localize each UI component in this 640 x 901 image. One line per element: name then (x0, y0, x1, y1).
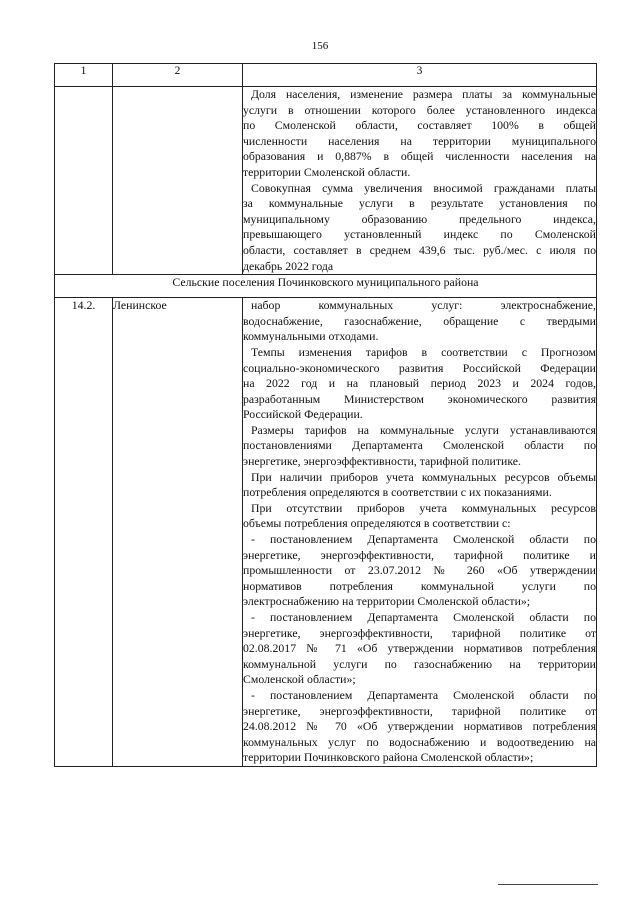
table-row-continued (55, 87, 597, 275)
row-number-cell (55, 87, 113, 275)
text-line: территории Смоленской области. (243, 164, 411, 179)
row-number: 14.2. (55, 298, 113, 767)
table-row-14-2 (55, 298, 597, 767)
text-line: численности населения на территории муниципального (243, 133, 596, 148)
text-line: - постановлением Департамента Смоленской области по (251, 610, 596, 624)
row-content-cell (243, 298, 597, 767)
text-line: разработанным Министерством экономического развития (243, 391, 596, 406)
settlement-name: Ленинское (113, 298, 243, 767)
text-line: водоснабжение, газоснабжение, обращение с твердыми (243, 313, 596, 328)
footer-line (498, 884, 598, 885)
text-line: энергетике, энергоэффективности, тарифной политике от (243, 625, 596, 640)
row-name-cell (113, 87, 243, 275)
text-line: 02.08.2017 № 71 «Об утверждении нормативов потребления (243, 641, 596, 656)
text-line: электроснабжению на территории Смоленской области»; (243, 594, 531, 609)
text-line: социально-экономического развития Российской Федерации (243, 360, 596, 375)
text-line: объемы потребления определяются в соответствии с: (243, 516, 511, 531)
text-line: по Смоленской области, составляет 100% в общей (243, 118, 596, 133)
text-line: территории Починковского района Смоленской области»; (243, 750, 534, 765)
text-line: нормативов потребления коммунальной услуги по (243, 578, 596, 593)
text-line: - постановлением Департамента Смоленской области по (251, 687, 596, 702)
text-line: Смоленской области»; (243, 672, 356, 687)
text-line: превышающего установленный индекс по Смоленской (243, 227, 596, 242)
text-line: Совокупная сумма увеличения вносимой гражданами платы (251, 180, 596, 195)
text-line: При отсутствии приборов учета коммунальных ресурсов (251, 500, 596, 515)
document-table (54, 63, 597, 767)
text-line: постановлениями Департамента Смоленской области по (243, 438, 596, 453)
text-line: потребления определяются в соответствии с их показаниями. (243, 485, 552, 500)
text-line: коммунальными отходами. (243, 329, 379, 344)
text-line: образования и 0,887% в общей численности населения на (243, 149, 596, 164)
row-content-cell (243, 87, 597, 275)
header-col-1: 1 (55, 64, 113, 87)
text-line: - постановлением Департамента Смоленской области по (251, 532, 596, 547)
text-line: набор коммунальных услуг: электроснабжение, (251, 298, 596, 313)
text-line: энергетике, энергоэффективности, тарифной политике и (243, 547, 596, 562)
text-line: Доля населения, изменение размера платы за коммунальные (251, 87, 596, 101)
header-col-2: 2 (113, 64, 243, 87)
text-line: услуги в отношении которого более установленного индекса (243, 102, 596, 117)
text-line: коммунальных услуг по водоснабжению и водоотведению на (243, 734, 596, 749)
text-line: энергетике, энергоэффективности, тарифной политике. (243, 454, 521, 469)
table-header-row (55, 64, 597, 87)
text-line: Российской Федерации. (243, 407, 363, 422)
section-row (55, 275, 597, 298)
text-line: муниципальному образованию предельного индекса, (243, 211, 596, 226)
content-block (243, 298, 596, 766)
text-line: промышленности от 23.07.2012 № 260 «Об утверждении (243, 563, 596, 578)
text-line: декабрь 2022 года (243, 258, 334, 273)
text-line: При наличии приборов учета коммунальных ресурсов объемы (251, 469, 596, 484)
section-title: Сельские поселения Починковского муниципального района (55, 275, 597, 298)
text-line: коммунальной услуги по газоснабжению на территории (243, 656, 596, 671)
header-col-3: 3 (243, 64, 597, 87)
text-line: энергетике, энергоэффективности, тарифной политике от (243, 703, 596, 718)
text-line: 24.08.2012 № 70 «Об утверждении нормативов потребления (243, 719, 596, 734)
text-line: на 2022 год и на плановый период 2023 и 2024 годов, (243, 376, 596, 391)
text-line: области, составляет в среднем 439,6 тыс. руб./мес. с июля по (243, 242, 596, 257)
content-block (243, 87, 596, 274)
text-line: Темпы изменения тарифов в соответствии с Прогнозом (251, 344, 596, 359)
text-line: за коммунальные услуги в результате установления по (243, 196, 596, 211)
text-line: Размеры тарифов на коммунальные услуги устанавливаются (251, 422, 596, 437)
page-number: 156 (311, 40, 329, 52)
